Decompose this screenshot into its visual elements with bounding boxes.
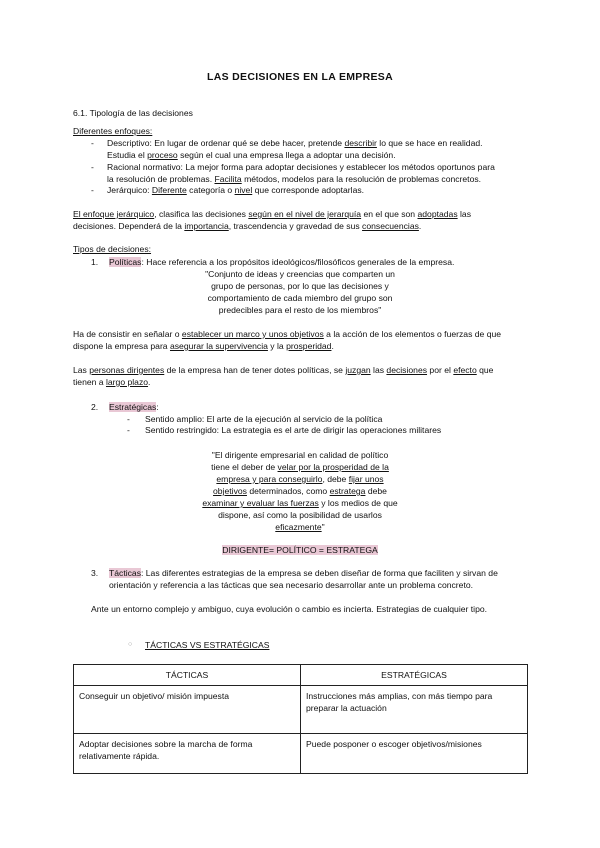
table-cell: Conseguir un objetivo/ misión impuesta — [74, 686, 301, 734]
column-header: TÁCTICAS — [74, 665, 301, 686]
table-cell: Puede posponer o escoger objetivos/misiones — [301, 734, 528, 774]
tipos-heading: Tipos de decisiones: — [73, 244, 152, 254]
quote-line: "Conjunto de ideas y creencias que comparten un — [205, 269, 395, 279]
comparison-table — [73, 664, 528, 774]
table-cell: Adoptar decisiones sobre la marcha de forma relativamente rápida. — [74, 734, 301, 774]
quote-line: examinar y evaluar las fuerzas y los medios de que — [202, 498, 398, 508]
list-number: 1. — [91, 257, 99, 267]
enfoque-jerarquico: Jerárquico: Diferente categoría o nivel que corresponde adoptarlas. — [107, 185, 365, 195]
quote-line: empresa y para conseguirlo, debe fijar unos — [216, 474, 384, 484]
table-row — [74, 734, 528, 774]
quote-line: eficazmente" — [275, 522, 325, 532]
bullet-dash: - — [91, 162, 94, 172]
equation: DIRIGENTE= POLÍTICO = ESTRATEGA — [222, 545, 378, 555]
enfoque-racional-cont: la resolución de problemas. Facilita métodos, modelos para la resolución de problemas concretos. — [107, 174, 482, 184]
tipo-tacticas: Tácticas: Las diferentes estrategias de la empresa se deben diseñar de forma que faciliten y sirvan de — [109, 568, 498, 578]
paragraph-line: tienen a largo plazo. — [73, 377, 151, 387]
paragraph-line: Ha de consistir en señalar o establecer un marco y unos objetivos a la acción de los elementos o fuerzas de que — [73, 329, 502, 339]
quote-line: objetivos determinados, como estratega debe — [213, 486, 387, 496]
enfoque-racional: Racional normativo: La mejor forma para adoptar decisiones y establecer los métodos oportunos para — [107, 162, 495, 172]
quote-line: grupo de personas, por lo que las decisiones y — [211, 281, 389, 291]
table-row — [74, 686, 528, 734]
quote-line: "El dirigente empresarial en calidad de político — [211, 450, 389, 460]
paragraph-line: decisiones. Dependerá de la importancia, trascendencia y gravedad de sus consecuencias. — [73, 221, 422, 231]
paragraph-line: Las personas dirigentes de la empresa han de tener dotes políticas, se juzgan las decisiones por el efecto que — [73, 365, 494, 375]
enfoque-descriptivo-cont: Estudia el proceso según el cual una empresa llega a adoptar una decisión. — [107, 150, 396, 160]
tipo-estrategicas: Estratégicas: — [109, 402, 159, 412]
paragraph-line: Ante un entorno complejo y ambiguo, cuya evolución o cambio es incierta. Estrategias de cualquier tipo. — [91, 604, 488, 614]
comparison-heading: TÁCTICAS VS ESTRATÉGICAS — [145, 640, 270, 650]
section-heading: 6.1. Tipología de las decisiones — [73, 108, 193, 118]
list-number: 3. — [91, 568, 99, 578]
circle-bullet-icon: ○ — [128, 641, 133, 648]
enfoques-heading: Diferentes enfoques: — [73, 126, 153, 136]
quote-line: tiene el deber de velar por la prosperidad de la — [211, 462, 389, 472]
table-header-row — [74, 665, 528, 686]
enfoque-descriptivo: Descriptivo: En lugar de ordenar qué se debe hacer, pretende describir lo que se hace en realidad. — [107, 138, 483, 148]
bullet-dash: - — [91, 138, 94, 148]
list-number: 2. — [91, 402, 99, 412]
paragraph-line: dispone la empresa para asegurar la supervivencia y la prosperidad. — [73, 341, 334, 351]
column-header: ESTRATÉGICAS — [301, 665, 528, 686]
bullet-dash: - — [127, 425, 130, 435]
sub-item: Sentido restringido: La estrategia es el arte de dirigir las operaciones militares — [145, 425, 442, 435]
quote-line: comportamiento de cada miembro del grupo son — [207, 293, 393, 303]
bullet-dash: - — [91, 185, 94, 195]
document-title: LAS DECISIONES EN LA EMPRESA — [207, 71, 393, 83]
bullet-dash: - — [127, 414, 130, 424]
quote-line: predecibles para el resto de los miembros" — [218, 305, 382, 315]
paragraph-line: El enfoque jerárquico, clasifica las decisiones según en el nivel de jerarquía en el que son adoptadas las — [73, 209, 471, 219]
table-cell: Instrucciones más amplias, con más tiempo para preparar la actuación — [301, 686, 528, 734]
tipo-tacticas-cont: orientación y referencia a las tácticas que sea necesario desarrollar ante un problema concreto. — [109, 580, 474, 590]
quote-line: dispone, así como la posibilidad de usarlos — [218, 510, 382, 520]
sub-item: Sentido amplio: El arte de la ejecución al servicio de la política — [145, 414, 383, 424]
tipo-politicas: Políticas: Hace referencia a los propósitos ideológicos/filosóficos generales de la empresa. — [109, 257, 455, 267]
